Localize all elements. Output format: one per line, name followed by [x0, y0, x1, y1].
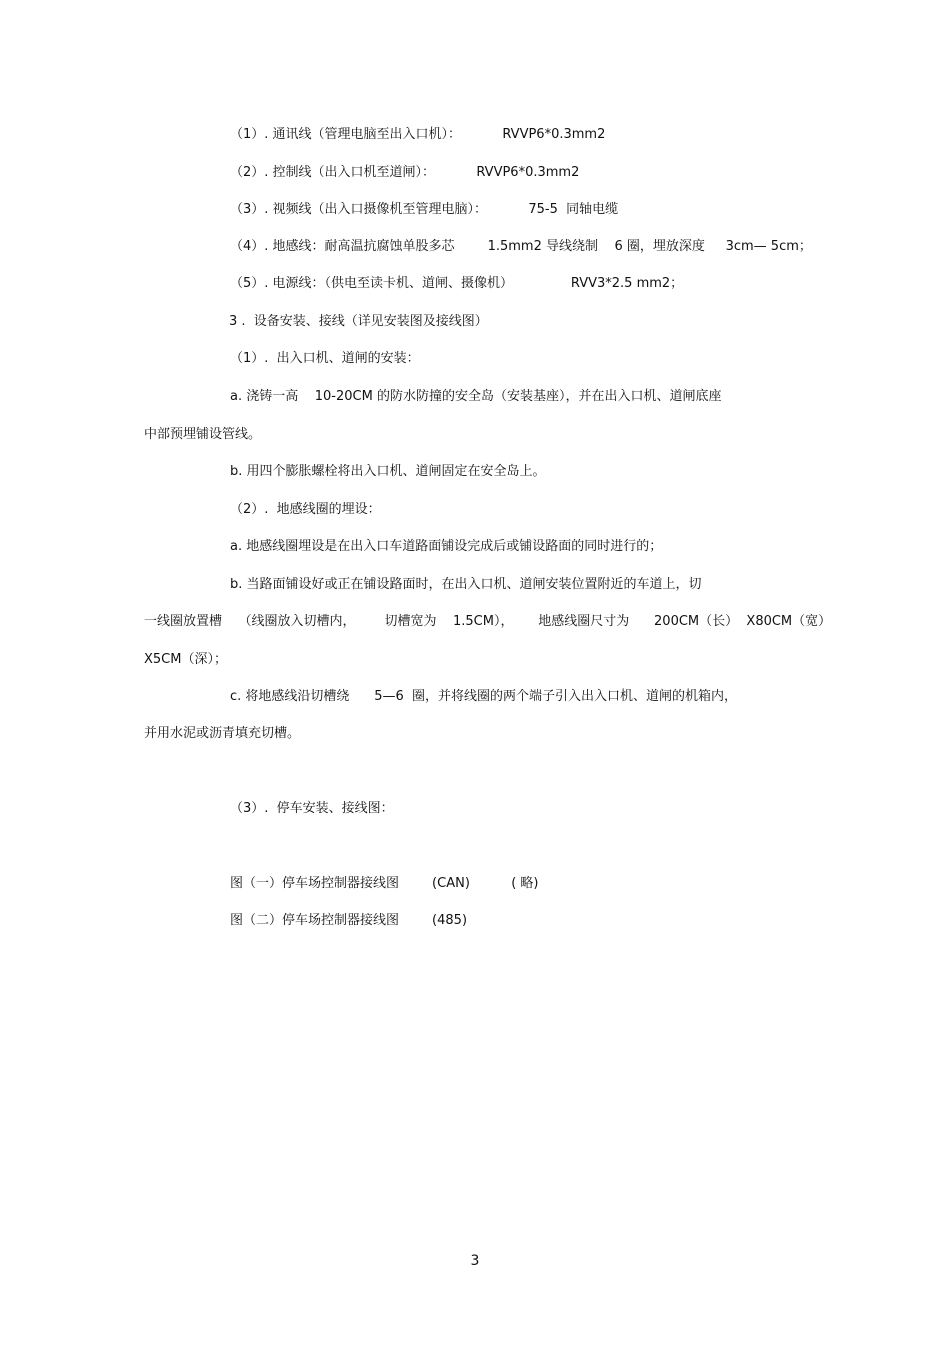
text-line-cut-slot-size: 一线圈放置槽 （线圈放入切槽内， 切槽宽为 1.5CM）， 地感线圈尺寸为 200CM（长） X80CM（宽）	[144, 614, 832, 629]
subheading-entry-barrier-installation: （1）. 出入口机、道闸的安装：	[230, 351, 420, 366]
text-line-cable-power: （5）. 电源线：（供电至读卡机、道闸、摄像机） RVV3*2.5 mm2；	[230, 276, 684, 291]
figure-reference-485: 图（二）停车场控制器接线图 (485)	[230, 913, 468, 928]
text-line-winding: c. 将地感线沿切槽绕 5—6 圈，并将线圈的两个端子引入出入口机、道闸的机箱内，	[230, 689, 738, 704]
subheading-ground-loop-burying: （2）. 地感线圈的埋设：	[230, 502, 381, 517]
subheading-wiring-diagrams: （3）. 停车安装、接线图：	[230, 801, 394, 816]
figure-reference-can: 图（一）停车场控制器接线图 (CAN) ( 略)	[230, 876, 539, 891]
text-line-ground-loop-timing: a. 地感线圈埋设是在出入口车道路面铺设完成后或铺设路面的同时进行的；	[230, 539, 663, 554]
text-line-cut-slot-depth: X5CM（深）；	[144, 652, 227, 667]
text-line-cable-ground-sensor: （4）. 地感线：耐高温抗腐蚀单股多芯 1.5mm2 导线绕制 6 圈，埋放深度 3cm— 5cm；	[230, 239, 812, 254]
text-line-cable-video: （3）. 视频线（出入口摄像机至管理电脑）： 75-5 同轴电缆	[230, 202, 619, 217]
text-line-expansion-bolts: b. 用四个膨胀螺栓将出入口机、道闸固定在安全岛上。	[230, 464, 546, 479]
text-line-fill-slot: 并用水泥或沥青填充切槽。	[144, 726, 301, 741]
text-line-cable-communication: （1）. 通讯线（管理电脑至出入口机）： RVVP6*0.3mm2	[230, 127, 606, 142]
text-line-cable-control: （2）. 控制线（出入口机至道闸）： RVVP6*0.3mm2	[230, 165, 580, 180]
page-number: 3	[470, 1253, 480, 1269]
section-heading-installation: 3 . 设备安装、接线（详见安装图及接线图）	[229, 314, 488, 329]
text-line-safety-island-continued: 中部预埋铺设管线。	[144, 427, 262, 442]
text-line-cut-slot: b. 当路面铺设好或正在铺设路面时，在出入口机、道闸安装位置附近的车道上，切	[230, 577, 702, 592]
text-line-safety-island: a. 浇铸一高 10-20CM 的防水防撞的安全岛（安装基座），并在出入口机、道闸底座	[230, 389, 722, 404]
